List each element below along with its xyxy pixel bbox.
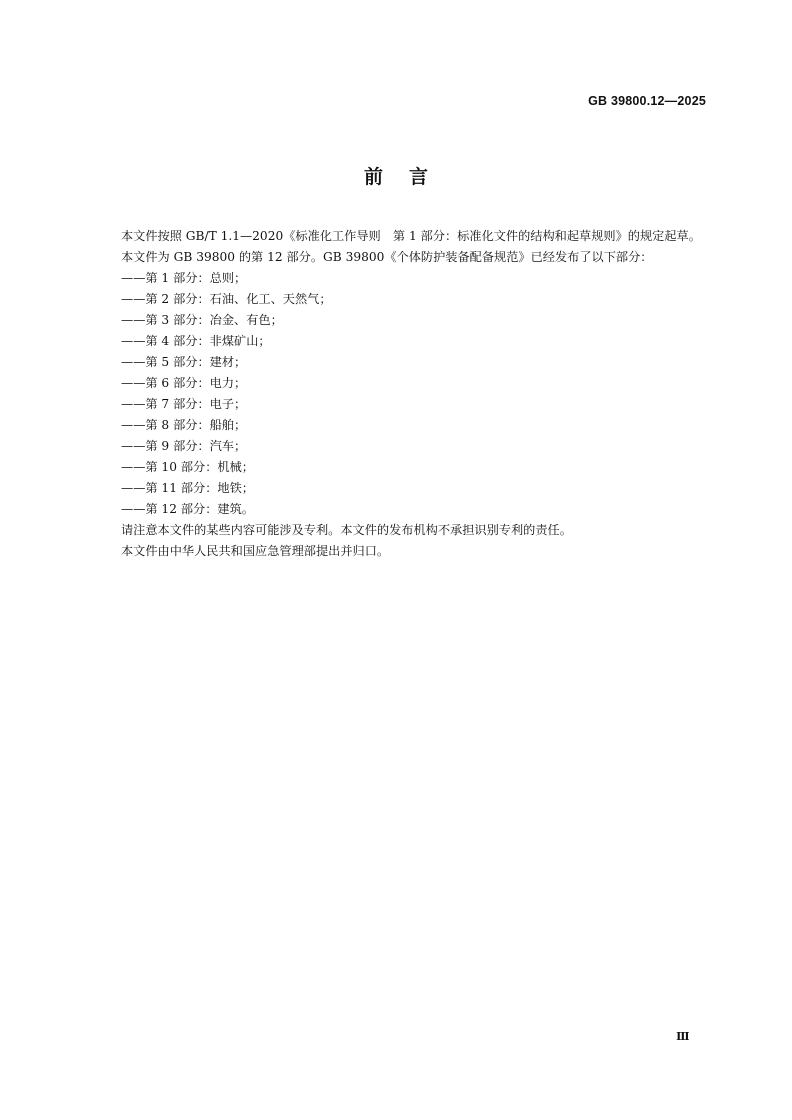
paragraph-proposer: 本文件由中华人民共和国应急管理部提出并归口。 [121, 544, 390, 558]
list-item: ——第 2 部分：石油、化工、天然气； [121, 292, 332, 306]
list-item: ——第 9 部分：汽车； [121, 439, 247, 453]
list-item: ——第 4 部分：非煤矿山； [121, 334, 271, 348]
list-item: ——第 5 部分：建材； [121, 355, 247, 369]
list-item: ——第 3 部分：冶金、有色； [121, 313, 283, 327]
paragraph-parts-intro: 本文件为 GB 39800 的第 12 部分。GB 39800《个体防护装备配备规范》已经发布了以下部分： [121, 250, 653, 264]
paragraph-patent-notice: 请注意本文件的某些内容可能涉及专利。本文件的发布机构不承担识别专利的责任。 [121, 523, 572, 537]
paragraph-drafting-rules: 本文件按照 GB/T 1.1—2020《标准化工作导则 第 1 部分：标准化文件的结构和起草规则》的规定起草。 [121, 229, 701, 243]
list-item: ——第 7 部分：电子； [121, 397, 247, 411]
list-item: ——第 12 部分：建筑。 [121, 502, 254, 516]
list-item: ——第 10 部分：机械； [121, 460, 254, 474]
list-item: ——第 1 部分：总则； [121, 271, 247, 285]
section-title: 前言 [363, 166, 454, 188]
document-code: GB 39800.12—2025 [588, 94, 706, 108]
foreword-body [95, 226, 711, 562]
list-item: ——第 11 部分：地铁； [121, 481, 254, 495]
list-item: ——第 8 部分：船舶； [121, 418, 247, 432]
parts-list [95, 268, 711, 520]
page-number: Ⅲ [676, 1031, 689, 1043]
list-item: ——第 6 部分：电力； [121, 376, 247, 390]
